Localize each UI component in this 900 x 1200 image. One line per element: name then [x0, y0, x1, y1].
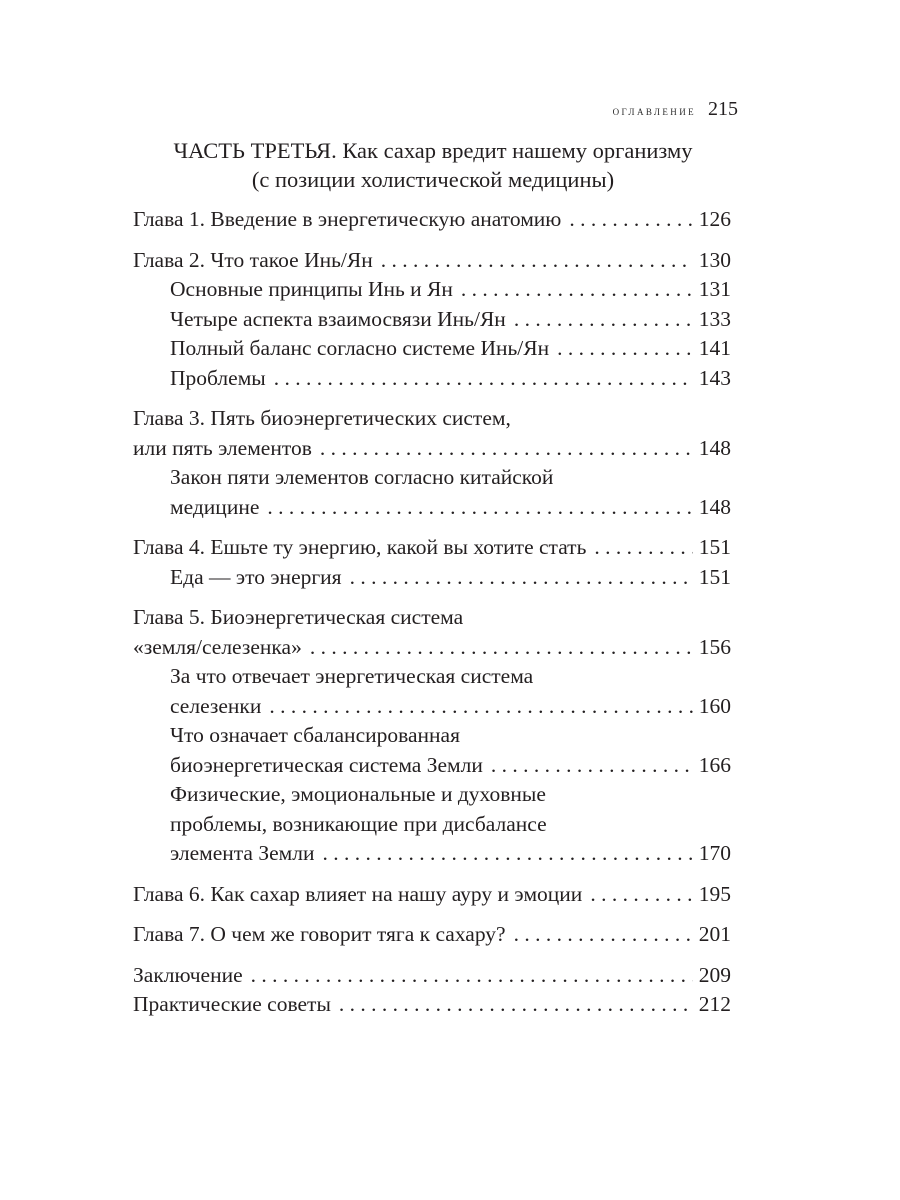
toc-group-back-matter — [133, 961, 731, 1020]
dot-leader — [514, 305, 693, 335]
part-title-line-2: (с позиции холистической медицины) — [251, 167, 615, 192]
toc-entry-page: 126 — [698, 207, 731, 231]
dot-leader — [594, 533, 692, 563]
dot-leader — [267, 493, 692, 523]
toc-entry-page: 131 — [698, 277, 731, 301]
dot-leader — [339, 990, 693, 1020]
toc-entry-title: Четыре аспекта взаимосвязи Инь/Ян — [170, 306, 506, 331]
toc-entry-title-line-1: Глава 3. Пять биоэнергетических систем, — [133, 406, 511, 430]
toc-entry-title: Практические советы — [133, 992, 331, 1016]
toc-entry-chapter-5-section-3[interactable] — [133, 780, 731, 869]
toc-entry-title: Глава 2. Что такое Инь/Ян — [133, 247, 373, 272]
dot-leader — [269, 692, 692, 722]
part-title-line-1: ЧАСТЬ ТРЕТЬЯ. Как сахар вредит нашему организму — [173, 138, 693, 163]
toc-entry-title: Полный баланс согласно системе Инь/Ян — [170, 336, 550, 360]
toc-entry-page: 148 — [698, 435, 731, 460]
toc-entry-title: Еда — это энергия — [170, 564, 342, 589]
toc-entry-chapter-2-section-4[interactable] — [133, 364, 731, 394]
dot-leader — [514, 920, 693, 950]
toc-entry-title-line-2: «земля/селезенка» — [133, 634, 302, 659]
toc-entry-page: 156 — [698, 634, 731, 659]
toc-group-chapter-3 — [133, 404, 731, 522]
toc-entry-title-line-1: Глава 5. Биоэнергетическая система — [133, 605, 464, 629]
toc-entry-page: 166 — [698, 752, 731, 777]
toc-entry-page: 133 — [698, 306, 731, 331]
toc-entry-chapter-6[interactable] — [133, 880, 731, 910]
toc-entry-chapter-2-section-2[interactable] — [133, 305, 731, 335]
toc-entry-title-line-2: селезенки — [170, 693, 262, 718]
toc-entry-page: 148 — [698, 494, 731, 519]
toc-entry-page: 209 — [698, 962, 731, 987]
toc-entry-title-line-1: Физические, эмоциональные и духовные — [170, 782, 546, 806]
toc-entry-title: Заключение — [133, 962, 243, 987]
toc-entry-chapter-2-section-3[interactable] — [133, 334, 731, 364]
toc-group-chapter-5 — [133, 603, 731, 869]
dot-leader — [590, 880, 692, 910]
toc-entry-chapter-4-section-1[interactable] — [133, 563, 731, 593]
toc-entry-chapter-5-section-1[interactable] — [133, 662, 731, 721]
toc-entry-title: Глава 6. Как сахар влияет на нашу ауру и эмоции — [133, 881, 583, 906]
toc-entry-chapter-2-section-1[interactable] — [133, 275, 731, 305]
toc-entry-chapter-1[interactable] — [133, 205, 731, 235]
dot-leader — [381, 246, 693, 276]
toc-group-chapter-7 — [133, 920, 731, 950]
toc-entry-practical-tips[interactable] — [133, 990, 731, 1020]
dot-leader — [310, 633, 693, 663]
part-title — [133, 136, 733, 194]
toc-group-chapter-6 — [133, 880, 731, 910]
toc-entry-title-line-2: проблемы, возникающие при дисбалансе — [170, 811, 547, 836]
toc-entry-chapter-5-section-2[interactable] — [133, 721, 731, 780]
toc-group-chapter-1 — [133, 205, 731, 235]
toc-entry-page: 151 — [698, 535, 731, 559]
toc-entry-page: 141 — [698, 336, 731, 360]
dot-leader — [491, 751, 693, 781]
toc-entry-title: Основные принципы Инь и Ян — [170, 277, 453, 301]
running-head-title: оглавление — [612, 103, 696, 118]
dot-leader — [274, 364, 693, 394]
toc-entry-title-line-1: Закон пяти элементов согласно китайской — [170, 465, 554, 489]
toc-entry-page: 143 — [698, 365, 731, 390]
toc-entry-chapter-4[interactable] — [133, 533, 731, 563]
dot-leader — [557, 334, 693, 364]
toc-entry-chapter-2[interactable] — [133, 246, 731, 276]
toc-entry-chapter-3-section-1[interactable] — [133, 463, 731, 522]
toc-entry-page: 201 — [698, 922, 731, 946]
toc-entry-page: 195 — [698, 881, 731, 906]
toc-entry-title-line-1: За что отвечает энергетическая система — [170, 664, 534, 688]
toc-entry-title-line-3: элемента Земли — [170, 841, 315, 865]
dot-leader — [323, 839, 693, 869]
toc-entry-page: 170 — [698, 841, 731, 865]
dot-leader — [461, 275, 693, 305]
toc-entry-title-line-2: биоэнергетическая система Земли — [170, 752, 483, 777]
toc-entry-title: Глава 1. Введение в энергетическую анатомию — [133, 207, 562, 231]
toc-entry-title-line-1: Что означает сбалансированная — [170, 723, 460, 747]
toc-group-chapter-2 — [133, 246, 731, 394]
dot-leader — [569, 205, 692, 235]
toc-entry-page: 160 — [698, 693, 731, 718]
toc-entry-chapter-7[interactable] — [133, 920, 731, 950]
table-of-contents — [133, 205, 731, 1020]
page-number: 215 — [708, 98, 738, 120]
toc-entry-title: Проблемы — [170, 365, 266, 390]
toc-entry-title: Глава 4. Ешьте ту энергию, какой вы хотите стать — [133, 535, 587, 559]
toc-entry-page: 130 — [698, 247, 731, 272]
dot-leader — [320, 434, 693, 464]
toc-entry-title: Глава 7. О чем же говорит тяга к сахару? — [133, 922, 506, 946]
toc-entry-title-line-2: или пять элементов — [133, 435, 312, 460]
dot-leader — [350, 563, 693, 593]
toc-entry-chapter-3[interactable] — [133, 404, 731, 463]
dot-leader — [251, 961, 693, 991]
toc-entry-conclusion[interactable] — [133, 961, 731, 991]
toc-group-chapter-4 — [133, 533, 731, 592]
toc-entry-page: 212 — [698, 992, 731, 1016]
running-head — [613, 98, 738, 121]
toc-entry-title-line-2: медицине — [170, 494, 260, 519]
toc-entry-page: 151 — [698, 564, 731, 589]
toc-entry-chapter-5[interactable] — [133, 603, 731, 662]
